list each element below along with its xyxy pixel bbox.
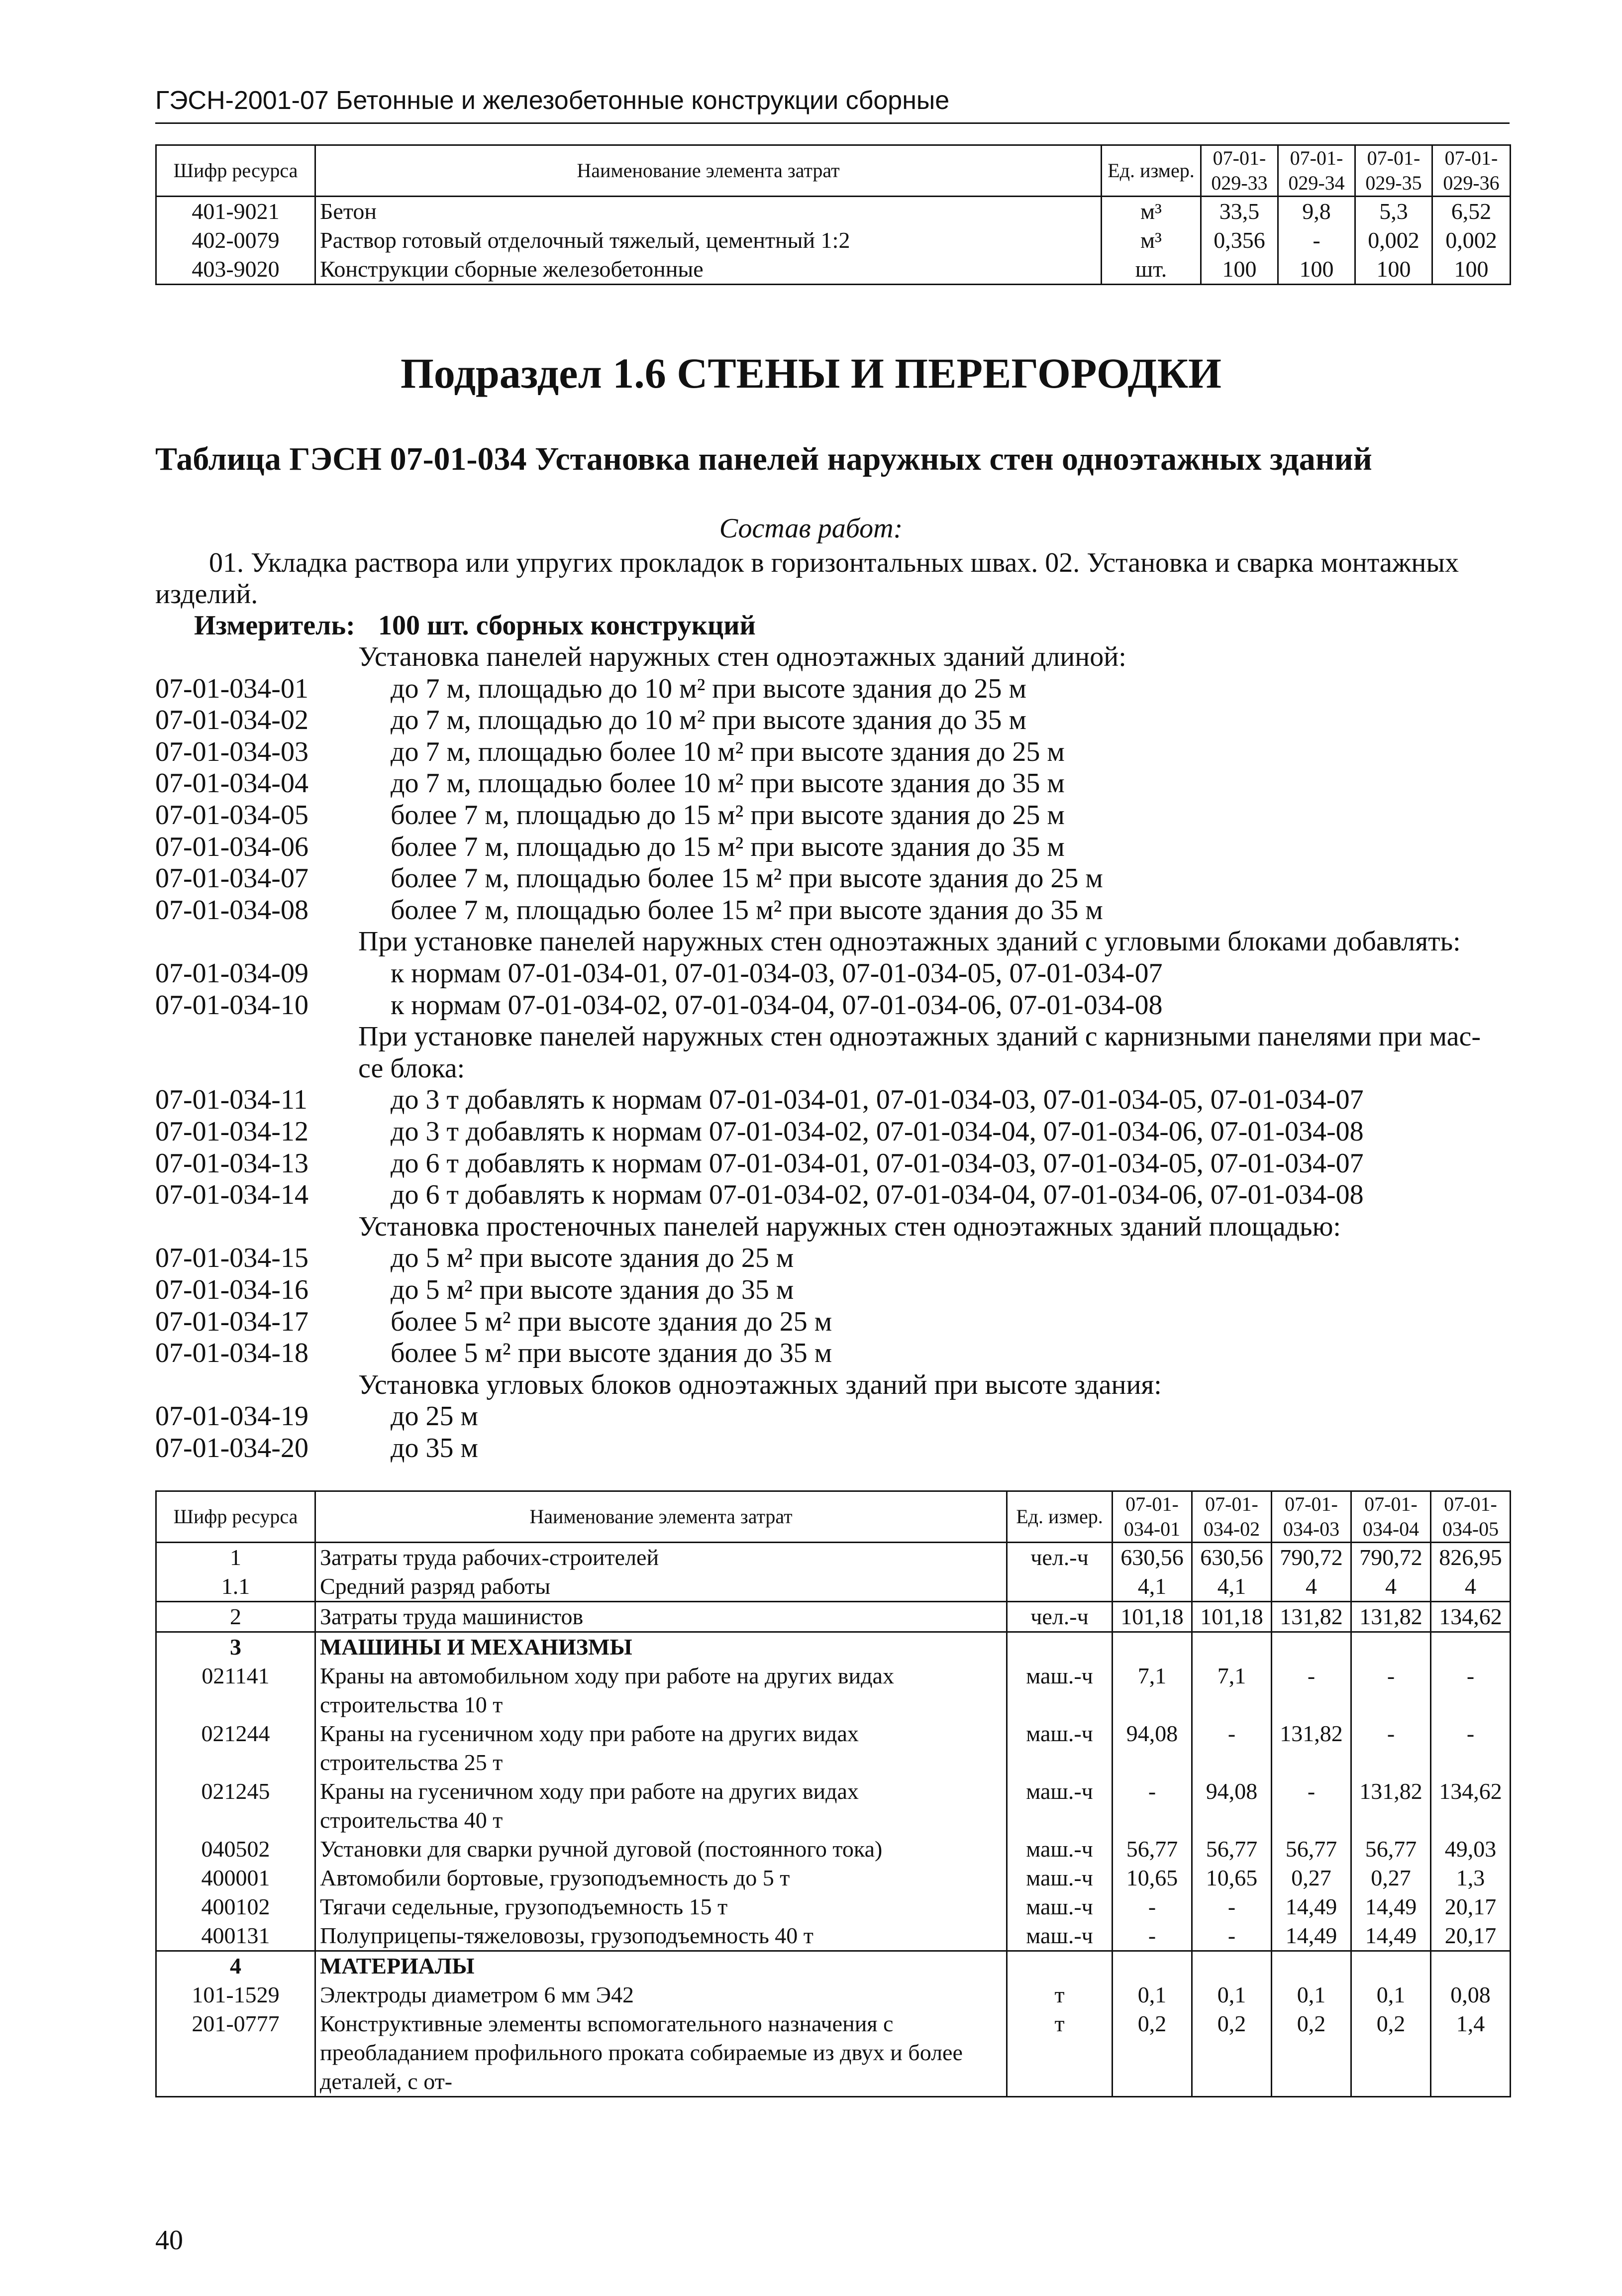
column-header: Шифр ресурса [156,145,315,197]
column-header: 07-01- 034-01 [1113,1491,1192,1543]
value-cell: 14,49 [1272,1921,1351,1951]
value-cell: 101,18 [1192,1602,1272,1632]
table-title: Таблица ГЭСН 07-01-034 Установка панелей наружных стен одноэтажных зданий [155,441,1372,477]
resource-code-cell: 1.1 [156,1572,315,1602]
norm-code: 07-01-034-06 [155,831,308,862]
list-heading: се блока: [358,1052,465,1084]
unit-cell: чел.-ч [1007,1602,1113,1632]
list-heading: Установка панелей наружных стен одноэтажных зданий длиной: [358,641,1126,672]
header-rule [155,122,1510,124]
norm-description: к нормам 07-01-034-01, 07-01-034-03, 07-01-034-05, 07-01-034-07 [391,958,1163,989]
column-header: Ед. измер. [1102,145,1201,197]
norm-description: до 6 т добавлять к нормам 07-01-034-01, 07-01-034-03, 07-01-034-05, 07-01-034-07 [391,1148,1364,1179]
value-cell: 0,2 [1113,2009,1192,2097]
value-cell: 7,1 [1192,1662,1272,1719]
value-cell: 630,56 [1192,1543,1272,1572]
value-cell: 49,03 [1431,1835,1511,1864]
value-cell: - [1192,1892,1272,1921]
table-029 [155,144,1511,285]
column-header: 07-01- 034-03 [1272,1491,1351,1543]
value-cell: 4 [1272,1572,1351,1602]
value-cell: 10,65 [1192,1864,1272,1892]
resource-code-cell: 403-9020 [156,255,315,285]
value-cell: 790,72 [1351,1543,1431,1572]
value-cell: 131,82 [1351,1602,1431,1632]
table-row [156,1864,1511,1892]
value-cell: шт. [1102,255,1201,285]
value-cell: - [1431,1719,1511,1777]
column-header: 07-01- 029-33 [1201,145,1278,197]
value-cell: 0,08 [1431,1981,1511,2009]
unit-cell [1007,1951,1113,1981]
subsection-title: Подраздел 1.6 СТЕНЫ И ПЕРЕГОРОДКИ [401,349,1221,397]
value-cell: 5,3 [1355,197,1432,226]
value-cell: 33,5 [1201,197,1278,226]
sostav-label: Состав работ: [719,513,903,544]
norm-code: 07-01-034-19 [155,1401,308,1432]
resource-name-cell: Краны на гусеничном ходу при работе на других видах строительства 40 т [315,1777,1007,1835]
value-cell: 131,82 [1351,1777,1431,1835]
column-header: 07-01- 034-05 [1431,1491,1511,1543]
value-cell [1272,1951,1351,1981]
list-heading: Установка угловых блоков одноэтажных зданий при высоте здания: [358,1369,1162,1400]
resource-name-cell: Установки для сварки ручной дуговой (постоянного тока) [315,1835,1007,1864]
sostav-text-1: 01. Укладка раствора или упругих прокладок в горизонтальных швах. 02. Установка и сварка монтажных [209,547,1459,578]
norm-description: до 7 м, площадью до 10 м² при высоте здания до 25 м [391,673,1026,704]
value-cell: 94,08 [1113,1719,1192,1777]
norm-code: 07-01-034-18 [155,1338,308,1369]
value-cell [1192,1632,1272,1662]
norm-code: 07-01-034-16 [155,1274,308,1305]
value-cell: 826,95 [1431,1543,1511,1572]
value-cell: - [1113,1777,1192,1835]
resource-name-cell: Электроды диаметром 6 мм Э42 [315,1981,1007,2009]
izmeritel-value: 100 шт. сборных конструкций [378,610,756,641]
resource-name-cell: МАШИНЫ И МЕХАНИЗМЫ [315,1632,1007,1662]
resource-code-cell: 040502 [156,1835,315,1864]
value-cell: 0,356 [1201,226,1278,255]
value-cell: м³ [1102,197,1201,226]
table-row [156,1602,1511,1632]
norm-description: до 5 м² при высоте здания до 35 м [391,1274,794,1305]
table-row [156,197,1511,226]
izmeritel-label: Измеритель: [194,610,355,641]
table-row [156,1777,1511,1835]
value-cell: 56,77 [1351,1835,1431,1864]
value-cell: 134,62 [1431,1777,1511,1835]
norm-description: более 7 м, площадью более 15 м² при высоте здания до 25 м [391,863,1103,894]
value-cell: 56,77 [1272,1835,1351,1864]
unit-cell: маш.-ч [1007,1921,1113,1951]
norm-description: более 5 м² при высоте здания до 35 м [391,1338,832,1369]
resource-name-cell: Средний разряд работы [315,1572,1007,1602]
list-heading: При установке панелей наружных стен одноэтажных зданий с карнизными панелями при мас- [358,1021,1481,1052]
value-cell: - [1431,1662,1511,1719]
unit-cell: маш.-ч [1007,1719,1113,1777]
norm-description: более 7 м, площадью до 15 м² при высоте здания до 25 м [391,800,1065,831]
value-cell: - [1351,1719,1431,1777]
norm-description: более 7 м, площадью до 15 м² при высоте здания до 35 м [391,831,1065,862]
value-cell: 0,2 [1351,2009,1431,2097]
value-cell [1192,1951,1272,1981]
resource-name-cell: Тягачи седельные, грузоподъемность 15 т [315,1892,1007,1921]
table-row [156,1835,1511,1864]
unit-cell: т [1007,1981,1113,2009]
norm-code: 07-01-034-11 [155,1084,307,1116]
norm-description: до 3 т добавлять к нормам 07-01-034-01, 07-01-034-03, 07-01-034-05, 07-01-034-07 [391,1084,1364,1116]
value-cell: 790,72 [1272,1543,1351,1572]
value-cell [1113,1632,1192,1662]
value-cell: 14,49 [1351,1921,1431,1951]
norm-code: 07-01-034-20 [155,1433,308,1463]
value-cell: 0,2 [1272,2009,1351,2097]
unit-cell: маш.-ч [1007,1835,1113,1864]
unit-cell [1007,1632,1113,1662]
norm-description: до 5 м² при высоте здания до 25 м [391,1243,794,1274]
value-cell: 9,8 [1278,197,1355,226]
resource-name-cell: Краны на гусеничном ходу при работе на других видах строительства 25 т [315,1719,1007,1777]
norm-code: 07-01-034-04 [155,768,308,799]
value-cell [1113,1951,1192,1981]
value-cell: - [1272,1777,1351,1835]
norm-description: до 6 т добавлять к нормам 07-01-034-02, 07-01-034-04, 07-01-034-06, 07-01-034-08 [391,1179,1364,1211]
unit-cell [1007,1572,1113,1602]
unit-cell: маш.-ч [1007,1662,1113,1719]
value-cell: 1,4 [1431,2009,1511,2097]
table-row [156,1572,1511,1602]
value-cell: 1,3 [1431,1864,1511,1892]
norm-code: 07-01-034-07 [155,863,308,894]
norm-description: до 7 м, площадью более 10 м² при высоте здания до 25 м [391,736,1065,767]
column-header: Ед. измер. [1007,1491,1113,1543]
value-cell: - [1278,226,1355,255]
value-cell: - [1192,1921,1272,1951]
page-number: 40 [155,2225,183,2256]
resource-name-cell: Бетон [315,197,1102,226]
value-cell: 14,49 [1351,1892,1431,1921]
resource-name-cell: Конструктивные элементы вспомогательного назначения с преобладанием профильного проката собираемые из двух и более деталей, с от- [315,2009,1007,2097]
value-cell: 131,82 [1272,1602,1351,1632]
column-header: 07-01- 029-34 [1278,145,1355,197]
resource-code-cell: 4 [156,1951,315,1981]
value-cell: 4,1 [1192,1572,1272,1602]
list-heading: Установка простеночных панелей наружных стен одноэтажных зданий площадью: [358,1211,1341,1242]
resource-code-cell: 3 [156,1632,315,1662]
resource-code-cell: 400001 [156,1864,315,1892]
resource-code-cell: 021244 [156,1719,315,1777]
resource-code-cell: 2 [156,1602,315,1632]
value-cell: 0,1 [1113,1981,1192,2009]
value-cell: 4,1 [1113,1572,1192,1602]
value-cell: - [1192,1719,1272,1777]
value-cell: - [1113,1921,1192,1951]
table-row [156,1662,1511,1719]
resource-code-cell: 021141 [156,1662,315,1719]
norm-code: 07-01-034-17 [155,1306,308,1337]
norm-description: до 7 м, площадью до 10 м² при высоте здания до 35 м [391,705,1026,736]
column-header: 07-01- 029-35 [1355,145,1432,197]
column-header: 07-01- 029-36 [1432,145,1511,197]
table-row [156,255,1511,285]
table-row [156,2009,1511,2097]
unit-cell: маш.-ч [1007,1777,1113,1835]
value-cell: 56,77 [1192,1835,1272,1864]
table-034 [155,1490,1511,2097]
value-cell: 0,27 [1351,1864,1431,1892]
unit-cell: маш.-ч [1007,1892,1113,1921]
value-cell: 134,62 [1431,1602,1511,1632]
unit-cell: маш.-ч [1007,1864,1113,1892]
value-cell: 56,77 [1113,1835,1192,1864]
resource-name-cell: Автомобили бортовые, грузоподъемность до 5 т [315,1864,1007,1892]
resource-code-cell: 1 [156,1543,315,1572]
value-cell: - [1272,1662,1351,1719]
value-cell: - [1351,1662,1431,1719]
norm-code: 07-01-034-14 [155,1179,308,1211]
table-row [156,1543,1511,1572]
value-cell: 20,17 [1431,1892,1511,1921]
column-header: 07-01- 034-04 [1351,1491,1431,1543]
value-cell: 100 [1201,255,1278,285]
norm-code: 07-01-034-13 [155,1148,308,1179]
norm-code: 07-01-034-09 [155,958,308,989]
norm-code: 07-01-034-15 [155,1243,308,1274]
resource-name-cell: Затраты труда рабочих-строителей [315,1543,1007,1572]
value-cell: 4 [1351,1572,1431,1602]
resource-code-cell: 101-1529 [156,1981,315,2009]
sostav-text-2: изделий. [155,579,258,610]
value-cell: м³ [1102,226,1201,255]
resource-code-cell: 021245 [156,1777,315,1835]
table-row [156,1892,1511,1921]
table-header-row [156,1491,1511,1543]
value-cell [1351,1951,1431,1981]
running-header: ГЭСН-2001-07 Бетонные и железобетонные конструкции сборные [155,86,950,115]
resource-code-cell: 201-0777 [156,2009,315,2097]
norm-description: до 7 м, площадью более 10 м² при высоте здания до 35 м [391,768,1065,799]
resource-name-cell: Конструкции сборные железобетонные [315,255,1102,285]
value-cell: 0,1 [1351,1981,1431,2009]
value-cell: 7,1 [1113,1662,1192,1719]
value-cell: 0,1 [1192,1981,1272,2009]
norm-description: до 25 м [391,1401,478,1432]
norm-description: до 35 м [391,1433,478,1463]
list-heading: При установке панелей наружных стен одноэтажных зданий с угловыми блоками добавлять: [358,926,1461,957]
value-cell: 101,18 [1113,1602,1192,1632]
resource-name-cell: Затраты труда машинистов [315,1602,1007,1632]
norm-code: 07-01-034-05 [155,800,308,831]
column-header: Наименование элемента затрат [315,1491,1007,1543]
column-header: Шифр ресурса [156,1491,315,1543]
value-cell: 4 [1431,1572,1511,1602]
table-row [156,1921,1511,1951]
resource-name-cell: МАТЕРИАЛЫ [315,1951,1007,1981]
table-row [156,1632,1511,1662]
resource-code-cell: 402-0079 [156,226,315,255]
value-cell: 0,002 [1355,226,1432,255]
value-cell: 14,49 [1272,1892,1351,1921]
resource-code-cell: 400131 [156,1921,315,1951]
table-row [156,226,1511,255]
norm-description: к нормам 07-01-034-02, 07-01-034-04, 07-01-034-06, 07-01-034-08 [391,989,1163,1021]
norm-description: более 7 м, площадью более 15 м² при высоте здания до 35 м [391,894,1103,926]
norm-code: 07-01-034-02 [155,705,308,736]
resource-code-cell: 400102 [156,1892,315,1921]
value-cell: 20,17 [1431,1921,1511,1951]
value-cell [1351,1632,1431,1662]
norm-code: 07-01-034-08 [155,894,308,926]
norm-code: 07-01-034-12 [155,1116,308,1147]
value-cell: 630,56 [1113,1543,1192,1572]
resource-name-cell: Раствор готовый отделочный тяжелый, цементный 1:2 [315,226,1102,255]
value-cell [1272,1632,1351,1662]
table-row [156,1719,1511,1777]
column-header: Наименование элемента затрат [315,145,1102,197]
resource-code-cell: 401-9021 [156,197,315,226]
value-cell: 100 [1355,255,1432,285]
value-cell: 131,82 [1272,1719,1351,1777]
unit-cell: чел.-ч [1007,1543,1113,1572]
value-cell: 94,08 [1192,1777,1272,1835]
table-row [156,1981,1511,2009]
column-header: 07-01- 034-02 [1192,1491,1272,1543]
unit-cell: т [1007,2009,1113,2097]
value-cell: 6,52 [1432,197,1511,226]
norm-code: 07-01-034-01 [155,673,308,704]
value-cell: 0,27 [1272,1864,1351,1892]
value-cell: 10,65 [1113,1864,1192,1892]
table-row [156,1951,1511,1981]
norm-description: более 5 м² при высоте здания до 25 м [391,1306,832,1337]
table-header-row [156,145,1511,197]
resource-name-cell: Краны на автомобильном ходу при работе на других видах строительства 10 т [315,1662,1007,1719]
value-cell: 0,1 [1272,1981,1351,2009]
value-cell: 0,002 [1432,226,1511,255]
value-cell [1431,1632,1511,1662]
value-cell: 0,2 [1192,2009,1272,2097]
resource-name-cell: Полуприцепы-тяжеловозы, грузоподъемность 40 т [315,1921,1007,1951]
value-cell: - [1113,1892,1192,1921]
norm-code: 07-01-034-10 [155,989,308,1021]
norm-description: до 3 т добавлять к нормам 07-01-034-02, 07-01-034-04, 07-01-034-06, 07-01-034-08 [391,1116,1364,1147]
norm-code: 07-01-034-03 [155,736,308,767]
value-cell: 100 [1278,255,1355,285]
value-cell [1431,1951,1511,1981]
value-cell: 100 [1432,255,1511,285]
